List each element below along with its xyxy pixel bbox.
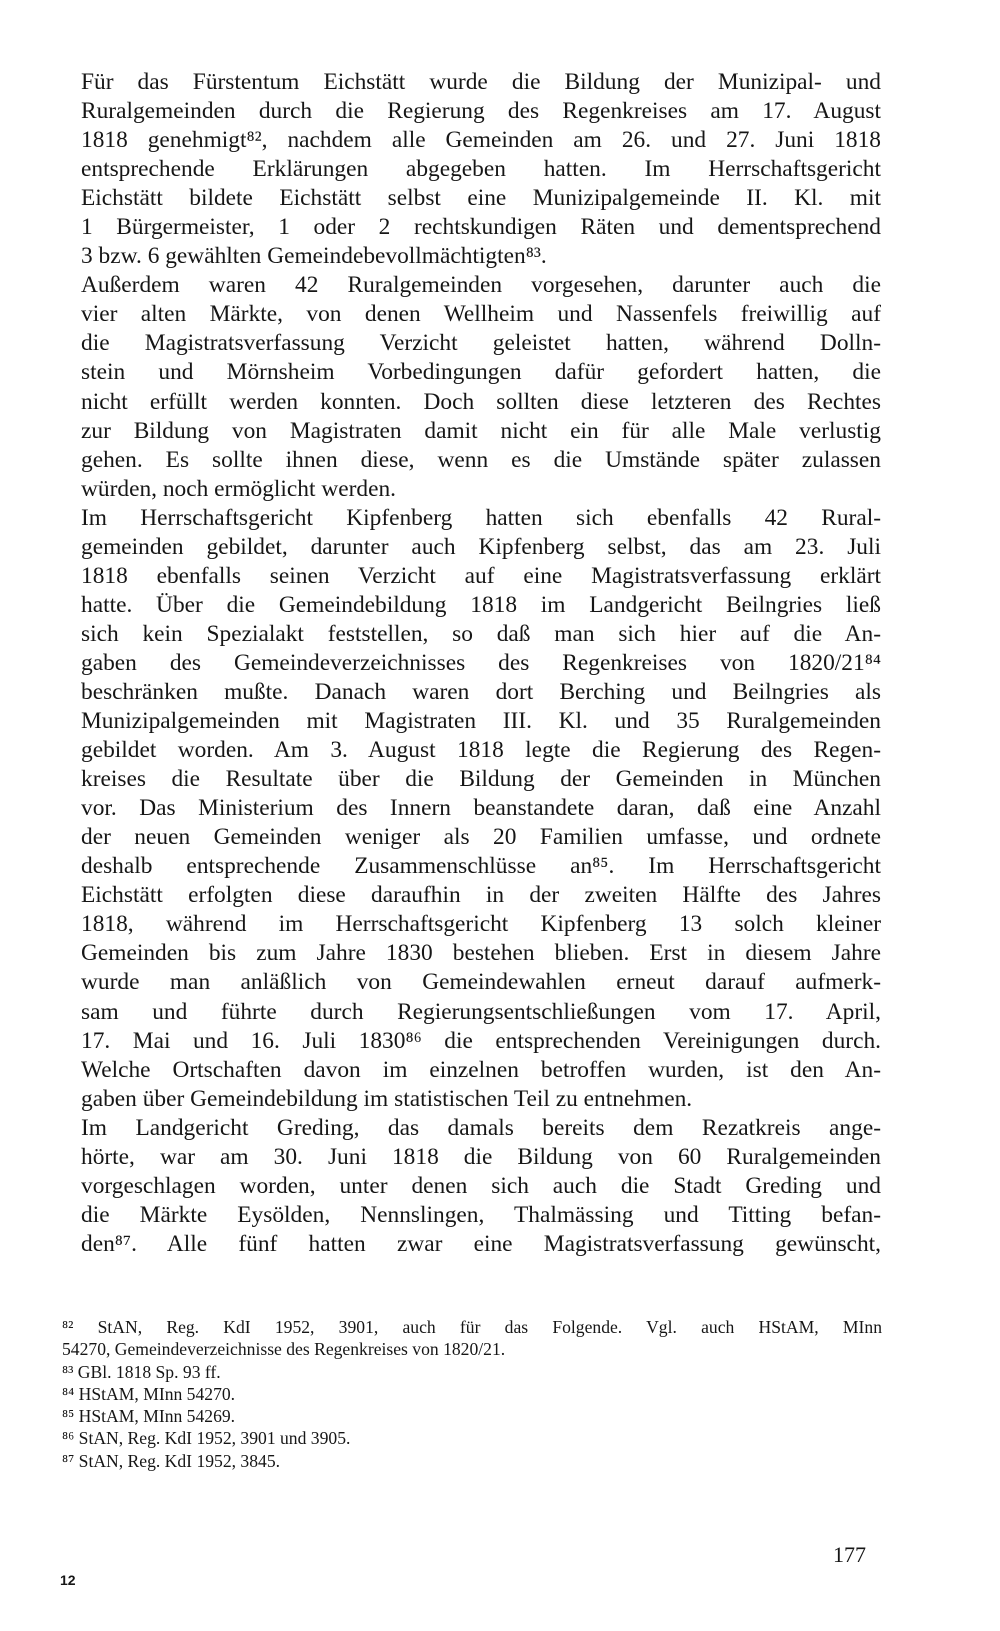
body-line: 1818, während im Herrschaftsgericht Kipfenberg 13 solch kleiner — [81, 911, 881, 938]
body-line: 1 Bürgermeister, 1 oder 2 rechtskundigen Räten und dementsprechend — [81, 214, 881, 241]
body-line: Eichstätt erfolgten diese daraufhin in der zweiten Hälfte des Jahres — [81, 882, 881, 909]
body-line: gemeinden gebildet, darunter auch Kipfenberg selbst, das am 23. Juli — [81, 533, 881, 560]
footnote-line: ⁸⁶ StAN, Reg. KdI 1952, 3901 und 3905. — [62, 1428, 351, 1449]
body-line: würden, noch ermöglicht werden. — [81, 475, 397, 502]
body-line: Außerdem waren 42 Ruralgemeinden vorgesehen, darunter auch die — [81, 272, 881, 299]
body-line: der neuen Gemeinden weniger als 20 Familien umfasse, und ordnete — [81, 824, 881, 851]
body-line: gebildet worden. Am 3. August 1818 legte die Regierung des Regen- — [81, 737, 881, 764]
body-line: die Märkte Eysölden, Nennslingen, Thalmässing und Titting befan- — [81, 1201, 881, 1228]
body-line: Welche Ortschaften davon im einzelnen betroffen wurden, ist den An- — [81, 1056, 881, 1083]
footnote-line: ⁸⁵ HStAM, MInn 54269. — [62, 1406, 236, 1427]
body-line: nicht erfüllt werden konnten. Doch sollten diese letzteren des Rechtes — [81, 388, 881, 415]
body-line: stein und Mörnsheim Vorbedingungen dafür gefordert hatten, die — [81, 359, 881, 386]
body-line: die Magistratsverfassung Verzicht geleistet hatten, während Dolln- — [81, 330, 881, 357]
body-line: sich kein Spezialakt feststellen, so daß man sich hier auf die An- — [81, 620, 881, 647]
body-line: Gemeinden bis zum Jahre 1830 bestehen blieben. Erst in diesem Jahre — [81, 940, 881, 967]
footnote-line: ⁸⁴ HStAM, MInn 54270. — [62, 1383, 236, 1404]
footnote-line: ⁸⁷ StAN, Reg. KdI 1952, 3845. — [62, 1450, 281, 1471]
body-line: Munizipalgemeinden mit Magistraten III. Kl. und 35 Ruralgemeinden — [81, 708, 881, 735]
body-line: hatte. Über die Gemeindebildung 1818 im Landgericht Beilngries ließ — [81, 591, 881, 618]
body-line: vor. Das Ministerium des Innern beanstandete daran, daß eine Anzahl — [81, 795, 881, 822]
body-line: Im Landgericht Greding, das damals bereits dem Rezatkreis ange- — [81, 1114, 881, 1141]
page-number: 177 — [833, 1542, 866, 1567]
footnote-line: ⁸² StAN, Reg. KdI 1952, 3901, auch für das Folgende. Vgl. auch HStAM, MInn — [62, 1317, 882, 1337]
body-line: hörte, war am 30. Juni 1818 die Bildung von 60 Ruralgemeinden — [81, 1143, 881, 1170]
body-line: gaben des Gemeindeverzeichnisses des Regenkreises von 1820/21⁸⁴ — [81, 649, 881, 676]
body-line: gehen. Es sollte ihnen diese, wenn es die Umstände später zulassen — [81, 446, 881, 473]
body-line: deshalb entsprechende Zusammenschlüsse an⁸⁵. Im Herrschaftsgericht — [81, 853, 881, 880]
signature-mark: 12 — [60, 1572, 76, 1588]
footnote-line: 54270, Gemeindeverzeichnisse des Regenkreises von 1820/21. — [62, 1339, 506, 1360]
footnote-line: ⁸³ GBl. 1818 Sp. 93 ff. — [62, 1361, 221, 1382]
body-text — [81, 68, 881, 1259]
body-line: vier alten Märkte, von denen Wellheim und Nassenfels freiwillig auf — [81, 301, 881, 328]
body-line: vorgeschlagen worden, unter denen sich auch die Stadt Greding und — [81, 1172, 881, 1199]
body-line: entsprechende Erklärungen abgegeben hatten. Im Herrschaftsgericht — [81, 156, 881, 183]
body-line: 1818 ebenfalls seinen Verzicht auf eine Magistratsverfassung erklärt — [81, 562, 881, 589]
body-line: Ruralgemeinden durch die Regierung des Regenkreises am 17. August — [81, 98, 881, 125]
body-line: 17. Mai und 16. Juli 1830⁸⁶ die entsprechenden Vereinigungen durch. — [81, 1027, 881, 1054]
body-line: gaben über Gemeindebildung im statistischen Teil zu entnehmen. — [81, 1085, 693, 1112]
body-line: beschränken mußte. Danach waren dort Berching und Beilngries als — [81, 678, 881, 705]
body-line: Im Herrschaftsgericht Kipfenberg hatten sich ebenfalls 42 Rural- — [81, 504, 881, 531]
footnotes — [62, 1316, 882, 1472]
body-line: kreises die Resultate über die Bildung der Gemeinden in München — [81, 766, 881, 793]
body-line: Eichstätt bildete Eichstätt selbst eine Munizipalgemeinde II. Kl. mit — [81, 185, 881, 212]
body-line: 3 bzw. 6 gewählten Gemeindebevollmächtigten⁸³. — [81, 243, 547, 270]
body-line: Für das Fürstentum Eichstätt wurde die Bildung der Munizipal- und — [81, 69, 881, 95]
body-line: wurde man anläßlich von Gemeindewahlen erneut darauf aufmerk- — [81, 969, 881, 996]
body-line: 1818 genehmigt⁸², nachdem alle Gemeinden am 26. und 27. Juni 1818 — [81, 127, 881, 154]
body-line: sam und führte durch Regierungsentschließungen vom 17. April, — [81, 998, 881, 1025]
body-line: zur Bildung von Magistraten damit nicht ein für alle Male verlustig — [81, 417, 881, 444]
body-line: den⁸⁷. Alle fünf hatten zwar eine Magistratsverfassung gewünscht, — [81, 1230, 881, 1257]
